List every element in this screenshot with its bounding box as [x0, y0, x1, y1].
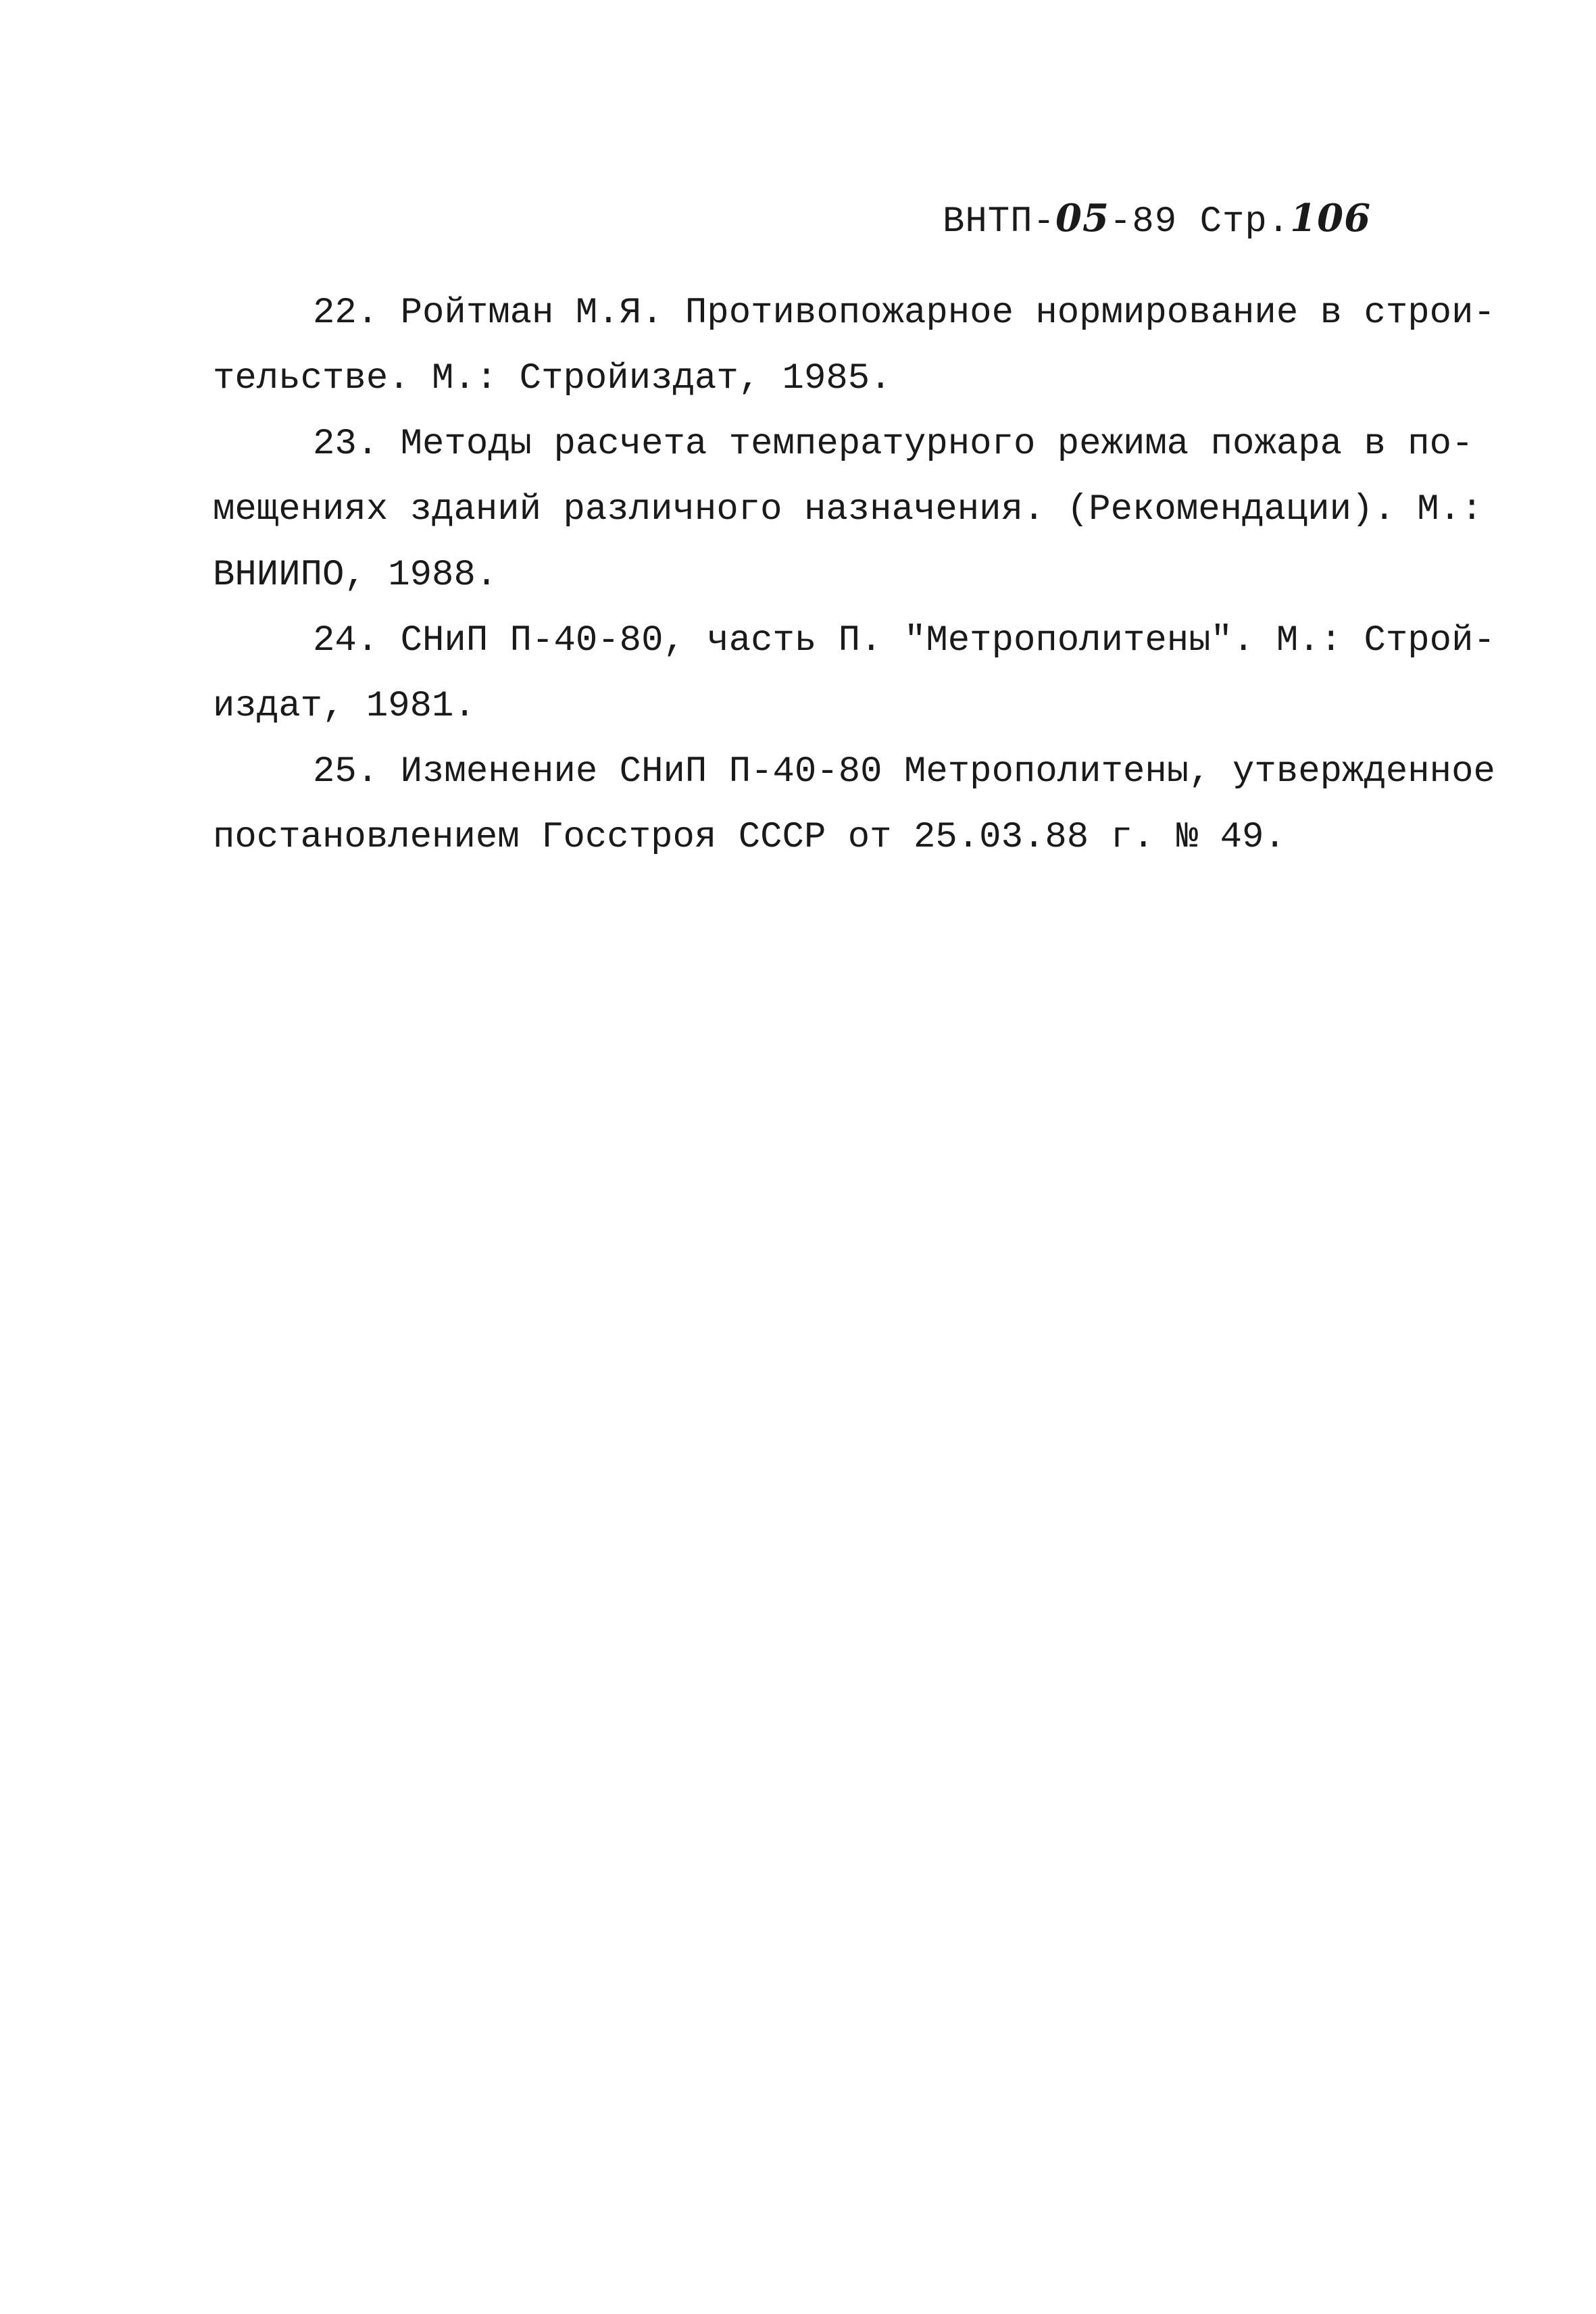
reference-line: 24. СНиП П-40-80, часть П. "Метрополитены". М.: Строй- — [313, 620, 1495, 661]
page-label: Стр. — [1199, 201, 1291, 243]
reference-line: мещениях зданий различного назначения. (Рекомендации). М.: — [213, 489, 1483, 530]
doc-code-suffix: -89 — [1109, 201, 1178, 243]
reference-line: 22. Ройтман М.Я. Противопожарное нормирование в строи- — [313, 293, 1495, 334]
reference-item-24 — [213, 608, 1495, 739]
reference-item-22 — [213, 280, 1495, 411]
page-header — [943, 196, 1371, 243]
reference-line: 23. Методы расчета температурного режима пожара в по- — [313, 424, 1474, 465]
reference-line: 25. Изменение СНиП П-40-80 Метрополитены, утвержденное — [313, 751, 1495, 793]
reference-line: ВНИИПО, 1988. — [213, 555, 498, 596]
doc-code-handwritten: 05 — [1055, 196, 1109, 241]
reference-line: постановлением Госстроя СССР от 25.03.88 г. № 49. — [213, 817, 1286, 858]
reference-line: издат, 1981. — [213, 686, 476, 727]
reference-list — [213, 280, 1495, 870]
reference-line: тельстве. М.: Стройиздат, 1985. — [213, 358, 892, 399]
page-number-handwritten: 106 — [1290, 196, 1372, 241]
reference-item-23 — [213, 411, 1483, 608]
doc-code-prefix: ВНТП- — [943, 201, 1056, 243]
reference-item-25 — [213, 739, 1495, 870]
